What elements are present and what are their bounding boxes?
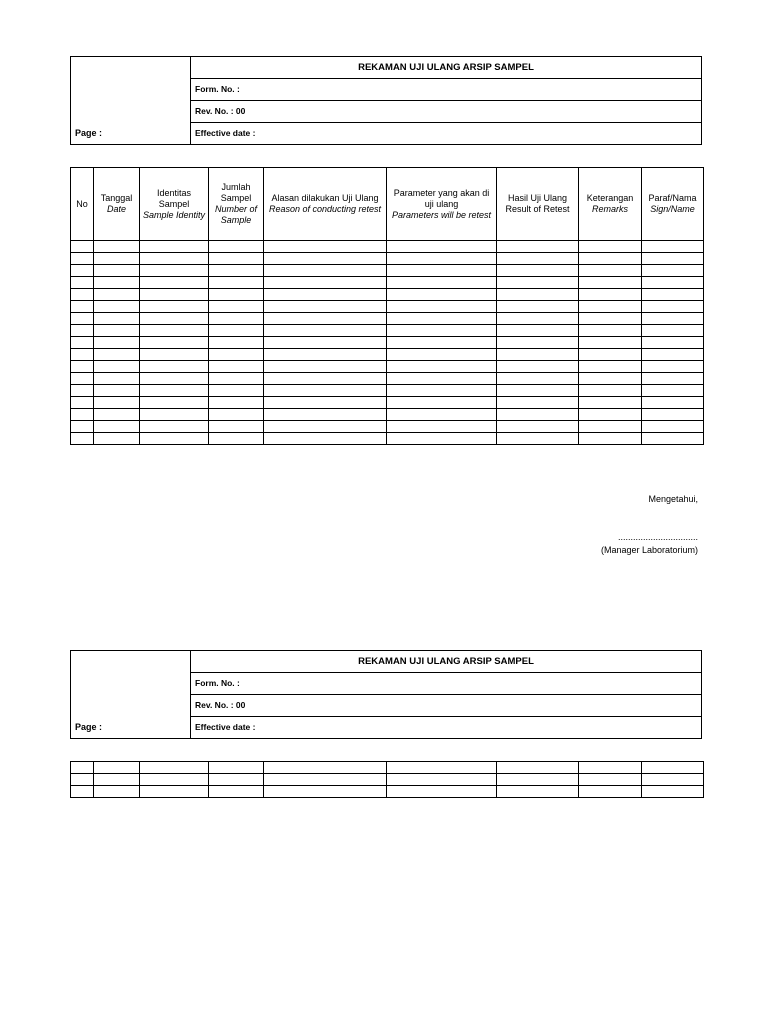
table-cell — [579, 349, 642, 361]
table-cell — [71, 301, 94, 313]
table-cell — [387, 373, 497, 385]
table-cell — [579, 313, 642, 325]
table-row — [71, 385, 704, 397]
table-cell — [94, 361, 140, 373]
table-cell — [387, 349, 497, 361]
table-cell — [71, 361, 94, 373]
form-header-1 — [70, 56, 702, 145]
table-cell — [387, 421, 497, 433]
table-cell — [209, 289, 264, 301]
table-cell — [387, 409, 497, 421]
table-cell — [387, 385, 497, 397]
table-cell — [140, 301, 209, 313]
table-cell — [497, 289, 579, 301]
table-cell — [387, 786, 497, 798]
table-cell — [642, 289, 704, 301]
col-retest-reason: Alasan dilakukan Uji Ulang Reason of conducting retest — [264, 168, 387, 241]
table-cell — [497, 409, 579, 421]
table-cell — [497, 241, 579, 253]
table-cell — [642, 277, 704, 289]
table-cell — [71, 786, 94, 798]
table-row — [71, 241, 704, 253]
page-label: Page : — [71, 717, 191, 739]
table-row — [71, 409, 704, 421]
table-cell — [94, 397, 140, 409]
table-cell — [71, 397, 94, 409]
table-cell — [209, 421, 264, 433]
table-cell — [387, 774, 497, 786]
table-row — [71, 361, 704, 373]
col-no: No — [71, 168, 94, 241]
table-header-row — [71, 168, 704, 241]
logo-cell — [71, 651, 191, 673]
table-cell — [71, 337, 94, 349]
table-cell — [579, 253, 642, 265]
table-cell — [264, 325, 387, 337]
col-retest-parameters: Parameter yang akan di uji ulang Parameters will be retest — [387, 168, 497, 241]
table-cell — [71, 265, 94, 277]
table-cell — [94, 313, 140, 325]
table-cell — [387, 241, 497, 253]
table-cell — [579, 301, 642, 313]
effective-date: Effective date : — [191, 123, 702, 145]
table-cell — [497, 265, 579, 277]
table-row — [71, 325, 704, 337]
table-cell — [497, 762, 579, 774]
table-cell — [94, 409, 140, 421]
table-cell — [209, 373, 264, 385]
table-cell — [642, 786, 704, 798]
table-cell — [71, 421, 94, 433]
table-cell — [94, 289, 140, 301]
table-cell — [387, 289, 497, 301]
table-cell — [264, 433, 387, 445]
table-cell — [579, 337, 642, 349]
table-cell — [579, 786, 642, 798]
revision-number: Rev. No. : 00 — [191, 101, 702, 123]
table-cell — [71, 277, 94, 289]
table-cell — [209, 241, 264, 253]
table-row — [71, 433, 704, 445]
table-cell — [140, 337, 209, 349]
table-cell — [264, 361, 387, 373]
table-cell — [579, 277, 642, 289]
table-cell — [209, 349, 264, 361]
table-cell — [264, 786, 387, 798]
page-label: Page : — [71, 123, 191, 145]
table-cell — [71, 385, 94, 397]
table-row — [71, 253, 704, 265]
table-cell — [140, 313, 209, 325]
table-cell — [94, 373, 140, 385]
table-cell — [642, 265, 704, 277]
table-cell — [140, 325, 209, 337]
table-cell — [497, 325, 579, 337]
table-cell — [642, 313, 704, 325]
table-cell — [579, 433, 642, 445]
table-cell — [387, 301, 497, 313]
table-cell — [497, 361, 579, 373]
table-cell — [94, 265, 140, 277]
table-cell — [140, 241, 209, 253]
table-cell — [579, 385, 642, 397]
table-cell — [387, 361, 497, 373]
table-cell — [264, 301, 387, 313]
table-cell — [140, 385, 209, 397]
table-cell — [642, 361, 704, 373]
table-cell — [642, 301, 704, 313]
table-cell — [140, 433, 209, 445]
table-cell — [94, 349, 140, 361]
table-cell — [497, 774, 579, 786]
table-cell — [209, 774, 264, 786]
table-cell — [497, 421, 579, 433]
table-cell — [497, 301, 579, 313]
table-cell — [579, 397, 642, 409]
table-cell — [71, 289, 94, 301]
table-cell — [140, 373, 209, 385]
table-cell — [642, 385, 704, 397]
table-cell — [209, 277, 264, 289]
table-row — [71, 762, 704, 774]
table-row — [71, 313, 704, 325]
table-cell — [264, 421, 387, 433]
table-cell — [140, 289, 209, 301]
table-cell — [579, 325, 642, 337]
table-row — [71, 337, 704, 349]
table-cell — [579, 421, 642, 433]
table-cell — [94, 762, 140, 774]
table-cell — [387, 397, 497, 409]
table-cell — [71, 373, 94, 385]
retest-record-table-continued — [70, 761, 704, 798]
table-cell — [264, 337, 387, 349]
col-retest-result: Hasil Uji Ulang Result of Retest — [497, 168, 579, 241]
table-cell — [579, 241, 642, 253]
table-cell — [497, 433, 579, 445]
table-cell — [140, 349, 209, 361]
table-cell — [71, 313, 94, 325]
table-cell — [579, 373, 642, 385]
table-cell — [94, 337, 140, 349]
table-cell — [94, 786, 140, 798]
table-cell — [94, 774, 140, 786]
form-title: REKAMAN UJI ULANG ARSIP SAMPEL — [191, 57, 702, 79]
table-cell — [264, 349, 387, 361]
col-sign-name: Paraf/Nama Sign/Name — [642, 168, 704, 241]
table-row — [71, 397, 704, 409]
table-cell — [579, 774, 642, 786]
form-title: REKAMAN UJI ULANG ARSIP SAMPEL — [191, 651, 702, 673]
form-number: Form. No. : — [191, 79, 702, 101]
table-cell — [140, 409, 209, 421]
retest-record-table — [70, 167, 704, 445]
table-cell — [94, 385, 140, 397]
table-cell — [497, 786, 579, 798]
table-cell — [140, 361, 209, 373]
table-cell — [642, 397, 704, 409]
table-cell — [71, 409, 94, 421]
acknowledged-label: Mengetahui, — [648, 494, 698, 504]
table-cell — [209, 361, 264, 373]
table-row — [71, 289, 704, 301]
table-cell — [579, 289, 642, 301]
table-cell — [140, 253, 209, 265]
signatory-role: (Manager Laboratorium) — [600, 545, 698, 555]
table-cell — [387, 277, 497, 289]
table-cell — [264, 313, 387, 325]
table-cell — [642, 774, 704, 786]
table-cell — [579, 265, 642, 277]
table-cell — [579, 361, 642, 373]
table-cell — [94, 325, 140, 337]
table-cell — [140, 786, 209, 798]
table-cell — [209, 337, 264, 349]
table-cell — [642, 762, 704, 774]
table-row — [71, 774, 704, 786]
table-cell — [264, 289, 387, 301]
table-cell — [209, 265, 264, 277]
col-sample-count: Jumlah Sampel Number of Sample — [209, 168, 264, 241]
table-cell — [264, 409, 387, 421]
table-cell — [209, 313, 264, 325]
table-cell — [71, 433, 94, 445]
table-cell — [209, 325, 264, 337]
table-cell — [387, 253, 497, 265]
table-cell — [209, 385, 264, 397]
col-date: Tanggal Date — [94, 168, 140, 241]
table-cell — [264, 385, 387, 397]
table-cell — [140, 397, 209, 409]
table-cell — [642, 325, 704, 337]
table-cell — [264, 774, 387, 786]
table-cell — [209, 253, 264, 265]
table-cell — [264, 277, 387, 289]
table-cell — [497, 313, 579, 325]
table-cell — [387, 337, 497, 349]
table-cell — [209, 397, 264, 409]
table-cell — [642, 373, 704, 385]
table-cell — [209, 786, 264, 798]
table-cell — [94, 253, 140, 265]
table-cell — [264, 241, 387, 253]
logo-cell — [71, 57, 191, 79]
revision-number: Rev. No. : 00 — [191, 695, 702, 717]
table-row — [71, 301, 704, 313]
table-cell — [140, 277, 209, 289]
table-cell — [264, 265, 387, 277]
table-cell — [71, 762, 94, 774]
table-cell — [264, 253, 387, 265]
form-number: Form. No. : — [191, 673, 702, 695]
table-cell — [642, 409, 704, 421]
table-cell — [497, 349, 579, 361]
table-cell — [94, 421, 140, 433]
table-cell — [497, 277, 579, 289]
col-sample-identity: Identitas Sampel Sample Identity — [140, 168, 209, 241]
table-cell — [497, 337, 579, 349]
table-cell — [71, 253, 94, 265]
table-cell — [94, 301, 140, 313]
table-cell — [497, 373, 579, 385]
table-cell — [642, 433, 704, 445]
table-row — [71, 786, 704, 798]
table-row — [71, 265, 704, 277]
table-cell — [71, 349, 94, 361]
table-cell — [264, 373, 387, 385]
table-cell — [387, 433, 497, 445]
table-row — [71, 373, 704, 385]
table-cell — [94, 241, 140, 253]
table-cell — [209, 433, 264, 445]
table-row — [71, 421, 704, 433]
table-cell — [387, 313, 497, 325]
table-cell — [579, 409, 642, 421]
table-cell — [71, 774, 94, 786]
table-cell — [209, 409, 264, 421]
col-remarks: Keterangan Remarks — [579, 168, 642, 241]
table-cell — [642, 241, 704, 253]
table-row — [71, 349, 704, 361]
form-header-2 — [70, 650, 702, 739]
table-cell — [497, 253, 579, 265]
table-cell — [209, 762, 264, 774]
table-cell — [387, 762, 497, 774]
table-cell — [642, 337, 704, 349]
table-cell — [387, 265, 497, 277]
table-cell — [71, 241, 94, 253]
table-cell — [264, 762, 387, 774]
table-cell — [140, 774, 209, 786]
table-cell — [140, 421, 209, 433]
table-cell — [71, 325, 94, 337]
table-cell — [497, 397, 579, 409]
table-cell — [642, 349, 704, 361]
table-cell — [497, 385, 579, 397]
table-cell — [579, 762, 642, 774]
table-cell — [642, 421, 704, 433]
table-cell — [387, 325, 497, 337]
table-cell — [94, 277, 140, 289]
table-cell — [642, 253, 704, 265]
table-row — [71, 277, 704, 289]
table-cell — [94, 433, 140, 445]
table-cell — [140, 265, 209, 277]
table-cell — [209, 301, 264, 313]
table-cell — [140, 762, 209, 774]
signature-line: ................................ — [617, 532, 698, 542]
table-cell — [264, 397, 387, 409]
effective-date: Effective date : — [191, 717, 702, 739]
